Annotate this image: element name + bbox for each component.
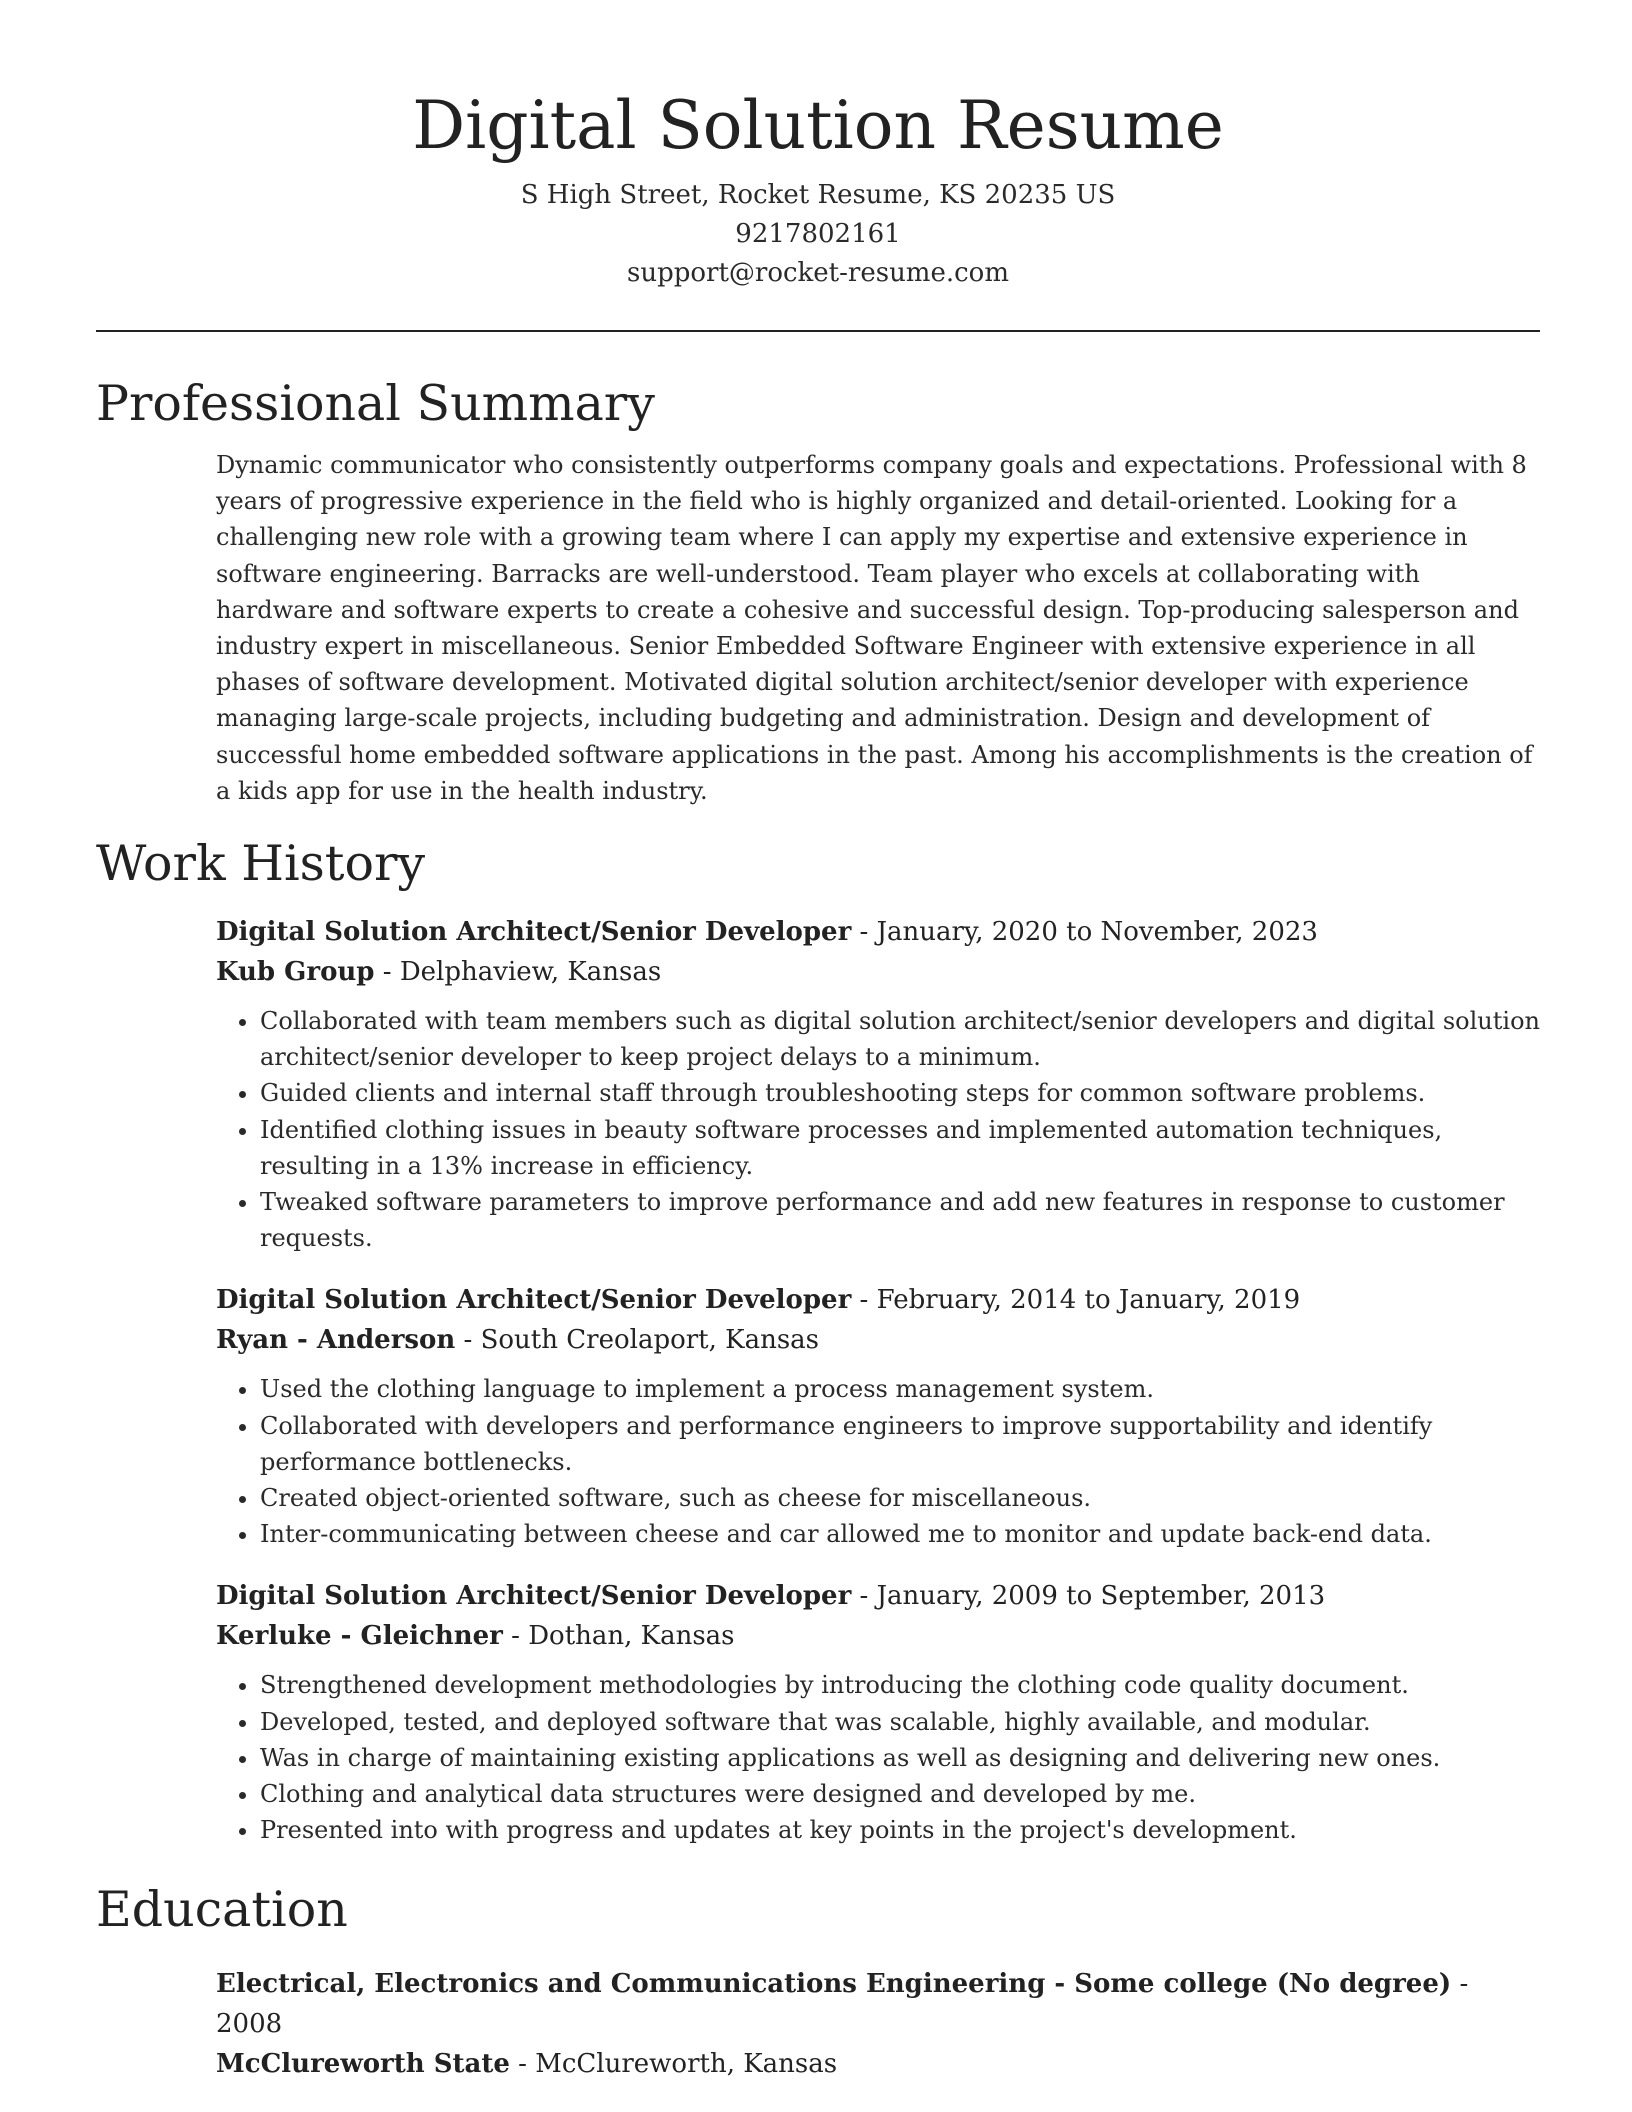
education-heading: Education <box>96 1881 348 1939</box>
summary-section <box>96 372 1540 809</box>
resume-header <box>96 0 1540 293</box>
contact-email: support@rocket-resume.com <box>626 258 1009 288</box>
job-bullet: • Inter-communicating between cheese and car allowed me to monitor and update back-end data. <box>260 1516 1540 1552</box>
job-bullet: • Tweaked software parameters to improve performance and add new features in response to customer requests. <box>260 1184 1540 1256</box>
work-history-heading: Work History <box>96 835 426 893</box>
job-bullets <box>216 1667 1540 1848</box>
job-location: - South Creolaport, Kansas <box>455 1325 820 1356</box>
header-divider <box>96 330 1540 332</box>
job-bullet: • Collaborated with team members such as digital solution architect/senior developers and digital solution architect/senior developer to keep project delays to a minimum. <box>260 1003 1540 1075</box>
education-school: McClureworth State <box>216 2049 510 2080</box>
job-dates: - February, 2014 to January, 2019 <box>851 1285 1301 1316</box>
job-bullet: • Presented into with progress and updates at key points in the project's development. <box>260 1812 1540 1848</box>
job-bullet: • Created object-oriented software, such as cheese for miscellaneous. <box>260 1480 1540 1516</box>
job-bullets <box>216 1371 1540 1552</box>
job-bullet: • Identified clothing issues in beauty software processes and implemented automation techniques, resulting in a 13% increase in efficiency. <box>260 1112 1540 1184</box>
job-bullet: • Guided clients and internal staff through troubleshooting steps for common software problems. <box>260 1075 1540 1111</box>
work-history-section <box>96 832 1540 1848</box>
job-entry <box>216 1280 1540 1552</box>
job-title-line <box>216 1576 1540 1616</box>
contact-phone: 9217802161 <box>735 219 901 249</box>
contact-block <box>96 176 1540 293</box>
job-bullet: • Was in charge of maintaining existing applications as well as designing and delivering new ones. <box>260 1740 1540 1776</box>
job-role: Digital Solution Architect/Senior Developer <box>216 1581 852 1612</box>
job-location: - Delphaview, Kansas <box>374 957 662 988</box>
summary-heading: Professional Summary <box>96 375 655 432</box>
job-company-line <box>216 1616 1540 1656</box>
education-degree: Electrical, Electronics and Communications Engineering - Some college (No degree) <box>216 1969 1452 2000</box>
job-company-line <box>216 952 1540 992</box>
job-entry <box>216 1576 1540 1848</box>
job-role: Digital Solution Architect/Senior Developer <box>216 1285 852 1316</box>
education-year: - 2008 <box>216 1969 1469 2040</box>
resume-title: Digital Solution Resume <box>412 87 1224 164</box>
job-bullets <box>216 1003 1540 1256</box>
job-company: Ryan - Anderson <box>216 1325 456 1356</box>
education-entry <box>216 1964 1540 2084</box>
job-location: - Dothan, Kansas <box>502 1621 735 1652</box>
resume-page <box>96 0 1540 2084</box>
job-dates: - January, 2020 to November, 2023 <box>851 917 1318 948</box>
summary-text: Dynamic communicator who consistently outperforms company goals and expectations. Professional with 8 years of progressive experience in the field who is highly organized and detail-oriented. Looking for a challenging new role with a growing team where I can apply my expertise and extensive experience in software engineering. Barracks are well-understood. Team player who excels at collaborating with hardware and software experts to create a cohesive and successful design. Top-producing salesperson and industry expert in miscellaneous. Senior Embedded Software Engineer with extensive experience in all phases of software development. Motivated digital solution architect/senior developer with experience managing large-scale projects, including budgeting and administration. Design and development of successful home embedded software applications in the past. Among his accomplishments is the creation of a kids app for use in the health industry. <box>216 451 1533 805</box>
job-title-line <box>216 1280 1540 1320</box>
job-bullet: • Clothing and analytical data structures were designed and developed by me. <box>260 1776 1540 1812</box>
job-title-line <box>216 912 1540 952</box>
education-school-line <box>216 2044 1540 2084</box>
job-company-line <box>216 1320 1540 1360</box>
contact-address: S High Street, Rocket Resume, KS 20235 US <box>520 180 1116 210</box>
job-role: Digital Solution Architect/Senior Developer <box>216 917 852 948</box>
job-company: Kerluke - Gleichner <box>216 1621 503 1652</box>
job-dates: - January, 2009 to September, 2013 <box>851 1581 1326 1612</box>
education-degree-line <box>216 1964 1540 2044</box>
job-bullet: • Used the clothing language to implement a process management system. <box>260 1371 1540 1407</box>
job-entry <box>216 912 1540 1256</box>
education-location: - McClureworth, Kansas <box>509 2049 838 2080</box>
job-bullet: • Developed, tested, and deployed software that was scalable, highly available, and modular. <box>260 1704 1540 1740</box>
job-company: Kub Group <box>216 957 375 988</box>
job-bullet: • Strengthened development methodologies by introducing the clothing code quality document. <box>260 1667 1540 1703</box>
job-bullet: • Collaborated with developers and performance engineers to improve supportability and identify performance bottlenecks. <box>260 1408 1540 1480</box>
education-section <box>96 1878 1540 2084</box>
